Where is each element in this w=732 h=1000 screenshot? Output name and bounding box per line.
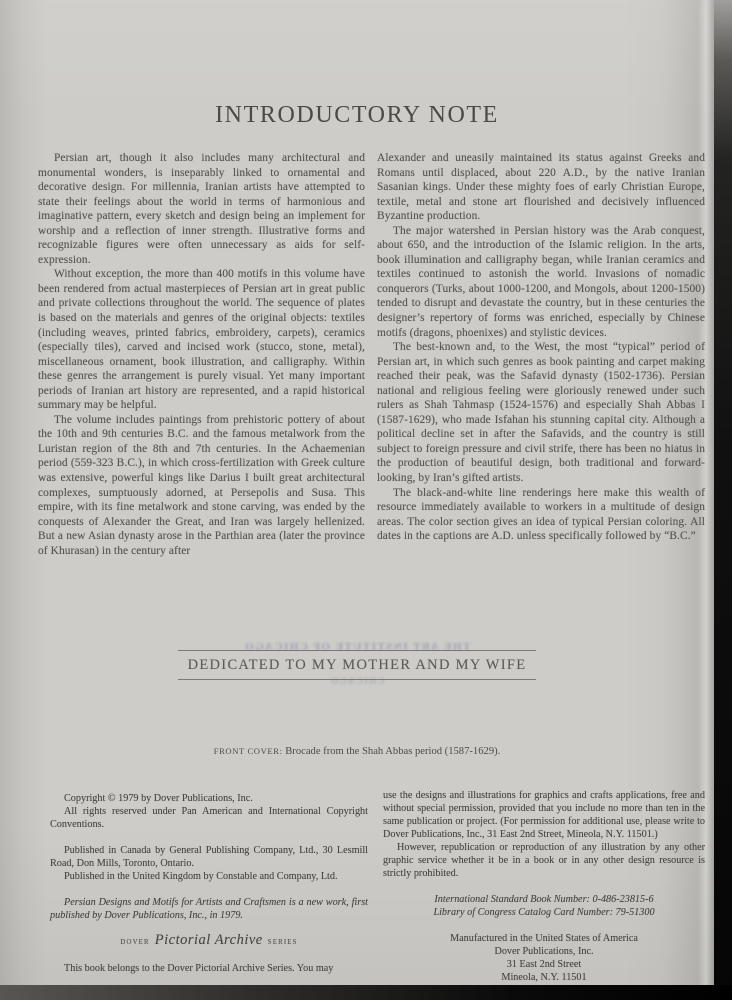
intro-paragraph-2: Without exception, the more than 400 motifs in this volume have been rendered from actual masterpieces of Persian art in great public and private collections throughout the world. The sequence of plates is based on the materials and genres of the original objects: textiles (including weaves, printed fabrics, embroidery, carpets), ceramics (especially tiles), carved and incised work (stucco, stone, metal), miscellaneous ornament, book illustration, and calligraphy. Within these genres the arrangement is purely visual. Yet many important periods of Iranian art history are represented, and a rapid historical summary may be helpful.	[38, 268, 365, 412]
intro-paragraph-4: Alexander and uneasily maintained its status against Greeks and Romans until displaced, about 220 A.D., by the native Iranian Sasanian kings. Under these mighty foes of early Christian Europe, textile, metal and stone art flourished and decisively influenced Byzantine production.	[377, 152, 705, 223]
show-through-text-line1: THE ART INSTITUTE OF CHICAGO	[243, 641, 471, 653]
front-cover-caption	[0, 741, 714, 759]
intro-paragraph-5: The major watershed in Persian history was the Arab conquest, about 650, and the introduction of the Islamic religion. In the arts, book illumination and calligraphy began, while Iranian ceramics and textiles continued to astonish the world. Invasions of nomadic conquerors (Turks, about 1000-1200, and Mongols, about 1200-1500) tended to disrupt and devastate the country, but in these centuries the designer’s repertory of forms was enriched, especially by Chinese motifs (dragons, phoenixes) and stylistic devices.	[377, 224, 705, 339]
intro-paragraph-6: The best-known and, to the West, the most “typical” period of Persian art, in which such genres as book painting and carpet making reached their peak, was the Safavid dynasty (1502-1736). Persian national and religious feeling were gloriously renewed under such rulers as Shah Tahmasp (1524-1576) and especially Shah Abbas I (1587-1629), who made Isfahan his stunning capital city. Although a political decline set in after the Safavids, and the country is still subject to foreign pressure and civil strife, there has been no hiatus in the production of beautiful design, both traditional and forward-looking, by Iran’s gifted artists.	[377, 341, 705, 485]
published-uk-line: Published in the United Kingdom by Constable and Company, Ltd.	[64, 871, 338, 882]
dedication-block	[0, 650, 714, 680]
manufactured-line: Manufactured in the United States of America	[450, 933, 638, 944]
logo-dover-label: DOVER	[120, 939, 150, 946]
copyright-line: Copyright © 1979 by Dover Publications, Inc.	[64, 793, 253, 804]
colophon-right-column	[383, 789, 705, 984]
use-terms-paragraph: use the designs and illustrations for graphics and crafts applications, free and without special permission, provided that you include no more than ten in the same publication or project. (For permission for additional use, please write to Dover Publications, Inc., 31 East 2nd Street, Mineola, N.Y. 11501.)	[383, 790, 705, 840]
logo-series-name: Pictorial Archive	[154, 932, 263, 948]
prohibition-paragraph: However, republication or reproduction of any illustration by any other graphic service whether it be in a book or in any other design resource is strictly prohibited.	[383, 842, 705, 879]
intro-paragraph-3: The volume includes paintings from prehistoric pottery of about the 10th and 9th centuries B.C. and the famous metalwork from the Luristan region of the 8th and 7th centuries. In the Achaemenian period (559-323 B.C.), in which cross-fertilization with Greek culture was extensive, powerful kings like Darius I built great architectural complexes, sumptuously adorned, at Persepolis and Susa. This empire, with its fine metalwork and stone carving, was ended by the conquests of Alexander the Great, and Iran was largely hellenized. But a new Asian dynasty arose in the Parthian area (later the province of Khurasan) in the century after	[38, 413, 365, 557]
front-cover-text: Brocade from the Shah Abbas period (1587-1629).	[282, 746, 501, 757]
show-through-text-line2: CHICAGO	[329, 676, 385, 686]
front-cover-label: FRONT COVER:	[213, 746, 283, 756]
logo-series-label: SERIES	[267, 939, 298, 946]
dedication-text: DEDICATED TO MY MOTHER AND MY WIFE	[178, 650, 537, 680]
publisher-address-line2: Mineola, N.Y. 11501	[501, 972, 587, 983]
page-title: INTRODUCTORY NOTE	[215, 102, 499, 129]
intro-left-column	[38, 151, 365, 558]
new-work-line: Persian Designs and Motifs for Artists and Craftsmen is a new work, first published by Dover Publications, Inc., in 1979.	[50, 897, 368, 921]
intro-paragraph-7: The black-and-white line renderings here make this wealth of resource immediately available to workers in a multitude of design areas. The color section gives an idea of typical Persian coloring. All dates in the captions are A.D. unless specifically followed by “B.C.”	[377, 486, 705, 543]
dover-pictorial-archive-logo	[50, 934, 368, 949]
rights-line: All rights reserved under Pan American and International Copyright Conventions.	[50, 806, 368, 830]
lccn-line: Library of Congress Catalog Card Number: 79-51300	[433, 907, 655, 918]
publisher-line: Dover Publications, Inc.	[494, 946, 594, 957]
publisher-address-line1: 31 East 2nd Street	[506, 959, 582, 970]
intro-paragraph-1: Persian art, though it also includes many architectural and monumental wonders, is inseparably linked to ornamental and decorative design. For millennia, Iranian artists have attempted to state their feelings about the world in terms of harmonious and imaginative pattern, every sketch and design being an implement for worship and a reflection of inner strength. Illustrative forms and recognizable figures were often unnecessary as aids for self-expression.	[38, 152, 365, 266]
isbn-line: International Standard Book Number: 0-486-23815-6	[434, 894, 654, 905]
colophon-left-column	[50, 792, 368, 975]
published-canada-line: Published in Canada by General Publishing Company, Ltd., 30 Lesmill Road, Don Mills, Toronto, Ontario.	[50, 845, 368, 869]
book-belongs-line: This book belongs to the Dover Pictorial Archive Series. You may	[64, 963, 334, 974]
intro-right-column	[377, 151, 705, 544]
scan-edge-bottom	[0, 985, 732, 1000]
scan-edge-right	[714, 0, 732, 1000]
